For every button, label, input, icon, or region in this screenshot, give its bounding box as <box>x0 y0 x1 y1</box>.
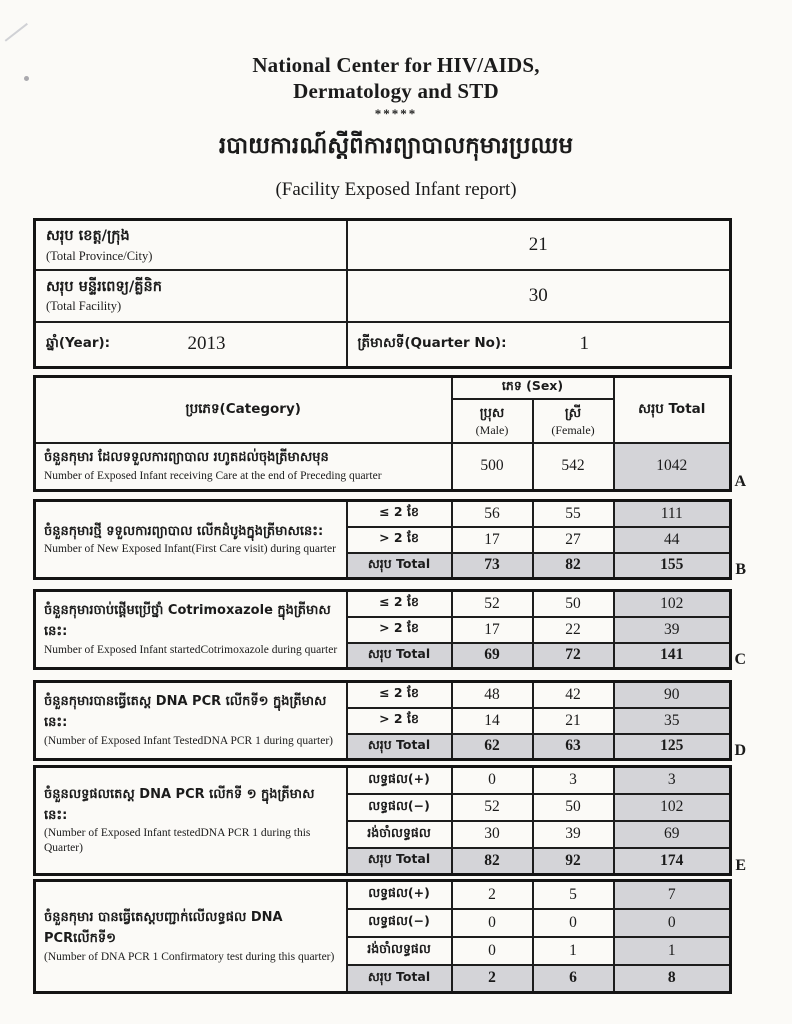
total-value: 155 <box>614 553 731 579</box>
total-value: 39 <box>614 617 731 643</box>
stars-separator: ***** <box>374 105 418 121</box>
total-facility-label-english: (Total Facility) <box>46 299 122 314</box>
female-value: 92 <box>533 848 614 875</box>
section-e-category-khmer: ចំនួនលទ្ធផលតេស្ត DNA PCR លើកទី ១ ក្នុងត្រីមាសនេះ: <box>44 786 315 823</box>
female-value: 39 <box>533 821 614 848</box>
sex-group-header: ភេទ (Sex) <box>452 377 614 399</box>
row-label: ≤ 2 ខែ <box>347 682 452 708</box>
total-value: 125 <box>614 734 731 760</box>
quarter-cell <box>347 322 731 368</box>
total-facility-label <box>35 270 347 322</box>
female-value: 27 <box>533 527 614 553</box>
section-b-category-khmer: ចំនួនកុមារថ្មី ទទួលការព្យាបាល លើកដំបូងក្នុងត្រីមាសនេះ: <box>44 523 324 539</box>
row-label: រង់ចាំលទ្ធផល <box>347 937 452 965</box>
year-cell <box>35 322 347 368</box>
male-value: 73 <box>452 553 533 579</box>
report-title-khmer: របាយការណ៍ស្តីពីការព្យាបាលកុមារប្រឈម <box>218 132 574 159</box>
section-c-category-khmer: ចំនួនកុមារចាប់ផ្តើមប្រើថ្នាំ Cotrimoxazole ក្នុងត្រីមាសនេះ: <box>44 603 331 640</box>
male-value: 2 <box>452 965 533 993</box>
year-value: 2013 <box>187 333 226 355</box>
table-row <box>35 591 731 617</box>
main-report-table <box>33 375 746 994</box>
total-facility-label-khmer: សរុប មន្ទីរពេទ្យ/គ្លីនិក <box>46 279 162 296</box>
total-column-header: សរុប Total <box>614 377 731 443</box>
total-value: 3 <box>614 767 731 794</box>
section-d-category-khmer: ចំនួនកុមារបានធ្វើតេស្ត DNA PCR លើកទី១ ក្នុងត្រីមាសនេះ: <box>44 694 327 731</box>
female-value: 21 <box>533 708 614 734</box>
row-label: លទ្ធផល(−) <box>347 794 452 821</box>
female-value: 55 <box>533 501 614 527</box>
row-label: រង់ចាំលទ្ធផល <box>347 821 452 848</box>
section-b-category-english: Number of New Exposed Infant(First Care visit) during quarter <box>44 543 336 556</box>
row-label: សរុប Total <box>347 734 452 760</box>
female-header-khmer: ស្រី <box>564 405 582 421</box>
summary-info-table <box>33 218 732 369</box>
female-value: 3 <box>533 767 614 794</box>
male-value: 56 <box>452 501 533 527</box>
table-row <box>35 767 731 794</box>
table-row <box>35 501 731 527</box>
table-row <box>35 881 731 909</box>
section-a-category-khmer: ចំនួនកុមារ ដែលទទួលការព្យាបាល រហូតដល់ចុងត្រីមាសមុន <box>44 450 329 466</box>
male-value: 69 <box>452 643 533 669</box>
total-value: 8 <box>614 965 731 993</box>
total-value: 90 <box>614 682 731 708</box>
female-value: 42 <box>533 682 614 708</box>
total-value: 102 <box>614 794 731 821</box>
total-value: 141 <box>614 643 731 669</box>
row-label: លទ្ធផល(+) <box>347 767 452 794</box>
section-d-category-english: (Number of Exposed Infant TestedDNA PCR 1 during quarter) <box>44 734 333 747</box>
document-header <box>0 52 792 201</box>
section-d-category <box>35 682 347 760</box>
total-facility-value: 30 <box>347 270 731 322</box>
section-letter-e: E <box>735 857 746 874</box>
female-value: 82 <box>533 553 614 579</box>
row-label: សរុប Total <box>347 643 452 669</box>
total-province-label <box>35 220 347 270</box>
male-header-khmer: ប្រុស <box>479 405 505 421</box>
report-title-english: (Facility Exposed Infant report) <box>275 178 517 200</box>
total-value: 35 <box>614 708 731 734</box>
male-value: 14 <box>452 708 533 734</box>
main-table-section-d <box>33 680 746 761</box>
female-value: 50 <box>533 591 614 617</box>
quarter-label: ត្រីមាសទី(Quarter No): <box>357 335 507 352</box>
total-value: 44 <box>614 527 731 553</box>
year-label: ឆ្នាំ(Year): <box>46 335 111 352</box>
row-label: ≤ 2 ខែ <box>347 501 452 527</box>
female-value: 50 <box>533 794 614 821</box>
main-table-section-a <box>33 375 746 492</box>
section-e-category <box>35 767 347 875</box>
row-label: > 2 ខែ <box>347 617 452 643</box>
total-value: 111 <box>614 501 731 527</box>
category-column-header: ប្រភេទ(Category) <box>35 377 452 443</box>
female-value: 0 <box>533 909 614 937</box>
year-quarter-row <box>35 322 731 368</box>
section-f-category-english: (Number of DNA PCR 1 Confirmatory test during this quarter) <box>44 950 335 963</box>
male-header-english: (Male) <box>475 423 509 438</box>
section-a-category-english: Number of Exposed Infant receiving Care at the end of Preceding quarter <box>44 470 382 483</box>
total-value: 0 <box>614 909 731 937</box>
total-value: 7 <box>614 881 731 909</box>
male-value: 52 <box>452 794 533 821</box>
female-value: 63 <box>533 734 614 760</box>
section-letter-b: B <box>735 561 746 578</box>
main-table-section-f <box>33 879 729 994</box>
male-value: 30 <box>452 821 533 848</box>
section-c-category-english: Number of Exposed Infant startedCotrimoxazole during quarter <box>44 643 338 656</box>
row-label: សរុប Total <box>347 553 452 579</box>
total-value: 174 <box>614 848 731 875</box>
main-table-section-c <box>33 589 746 670</box>
row-label: សរុប Total <box>347 848 452 875</box>
section-letter-d: D <box>734 742 746 759</box>
row-label: លទ្ធផល(−) <box>347 909 452 937</box>
male-value: 0 <box>452 767 533 794</box>
male-column-header <box>452 399 533 443</box>
row-label: លទ្ធផល(+) <box>347 881 452 909</box>
male-value: 17 <box>452 617 533 643</box>
pen-mark <box>5 23 36 51</box>
male-value: 17 <box>452 527 533 553</box>
male-value: 52 <box>452 591 533 617</box>
org-name-line2: Dermatology and STD <box>293 79 499 104</box>
total-value: 102 <box>614 591 731 617</box>
total-province-row <box>35 220 731 270</box>
total-facility-row <box>35 270 731 322</box>
row-label: > 2 ខែ <box>347 708 452 734</box>
section-a-category <box>35 443 452 491</box>
female-value: 22 <box>533 617 614 643</box>
male-value: 2 <box>452 881 533 909</box>
table-row <box>35 682 731 708</box>
column-header-row <box>35 377 731 399</box>
male-value: 62 <box>452 734 533 760</box>
section-letter-c: C <box>734 651 746 668</box>
row-label: សរុប Total <box>347 965 452 993</box>
section-f-category <box>35 881 347 993</box>
table-row <box>35 443 731 491</box>
female-value: 5 <box>533 881 614 909</box>
female-value: 72 <box>533 643 614 669</box>
female-value: 6 <box>533 965 614 993</box>
total-province-value: 21 <box>347 220 731 270</box>
section-letter-a: A <box>734 473 746 490</box>
section-f-category-khmer: ចំនួនកុមារ បានធ្វើតេស្តបញ្ជាក់លើលទ្ធផល DNA PCRលើកទី១ <box>44 910 283 947</box>
female-column-header <box>533 399 614 443</box>
total-value: 1042 <box>614 443 731 491</box>
section-e-category-english: (Number of Exposed Infant testedDNA PCR 1 during this Quarter) <box>44 827 311 855</box>
quarter-value: 1 <box>579 333 589 355</box>
row-label: > 2 ខែ <box>347 527 452 553</box>
org-name-line1: National Center for HIV/AIDS, <box>252 53 540 77</box>
male-value: 0 <box>452 937 533 965</box>
total-province-label-english: (Total Province/City) <box>46 248 153 263</box>
section-b-category <box>35 501 347 579</box>
female-value: 1 <box>533 937 614 965</box>
male-value: 500 <box>452 443 533 491</box>
main-table-section-e <box>33 765 746 876</box>
total-value: 1 <box>614 937 731 965</box>
male-value: 82 <box>452 848 533 875</box>
main-table-section-b <box>33 499 746 580</box>
row-label: ≤ 2 ខែ <box>347 591 452 617</box>
male-value: 48 <box>452 682 533 708</box>
female-header-english: (Female) <box>551 423 595 438</box>
total-province-label-khmer: សរុប ខេត្ត/ក្រុង <box>46 228 130 245</box>
total-value: 69 <box>614 821 731 848</box>
section-c-category <box>35 591 347 669</box>
male-value: 0 <box>452 909 533 937</box>
female-value: 542 <box>533 443 614 491</box>
